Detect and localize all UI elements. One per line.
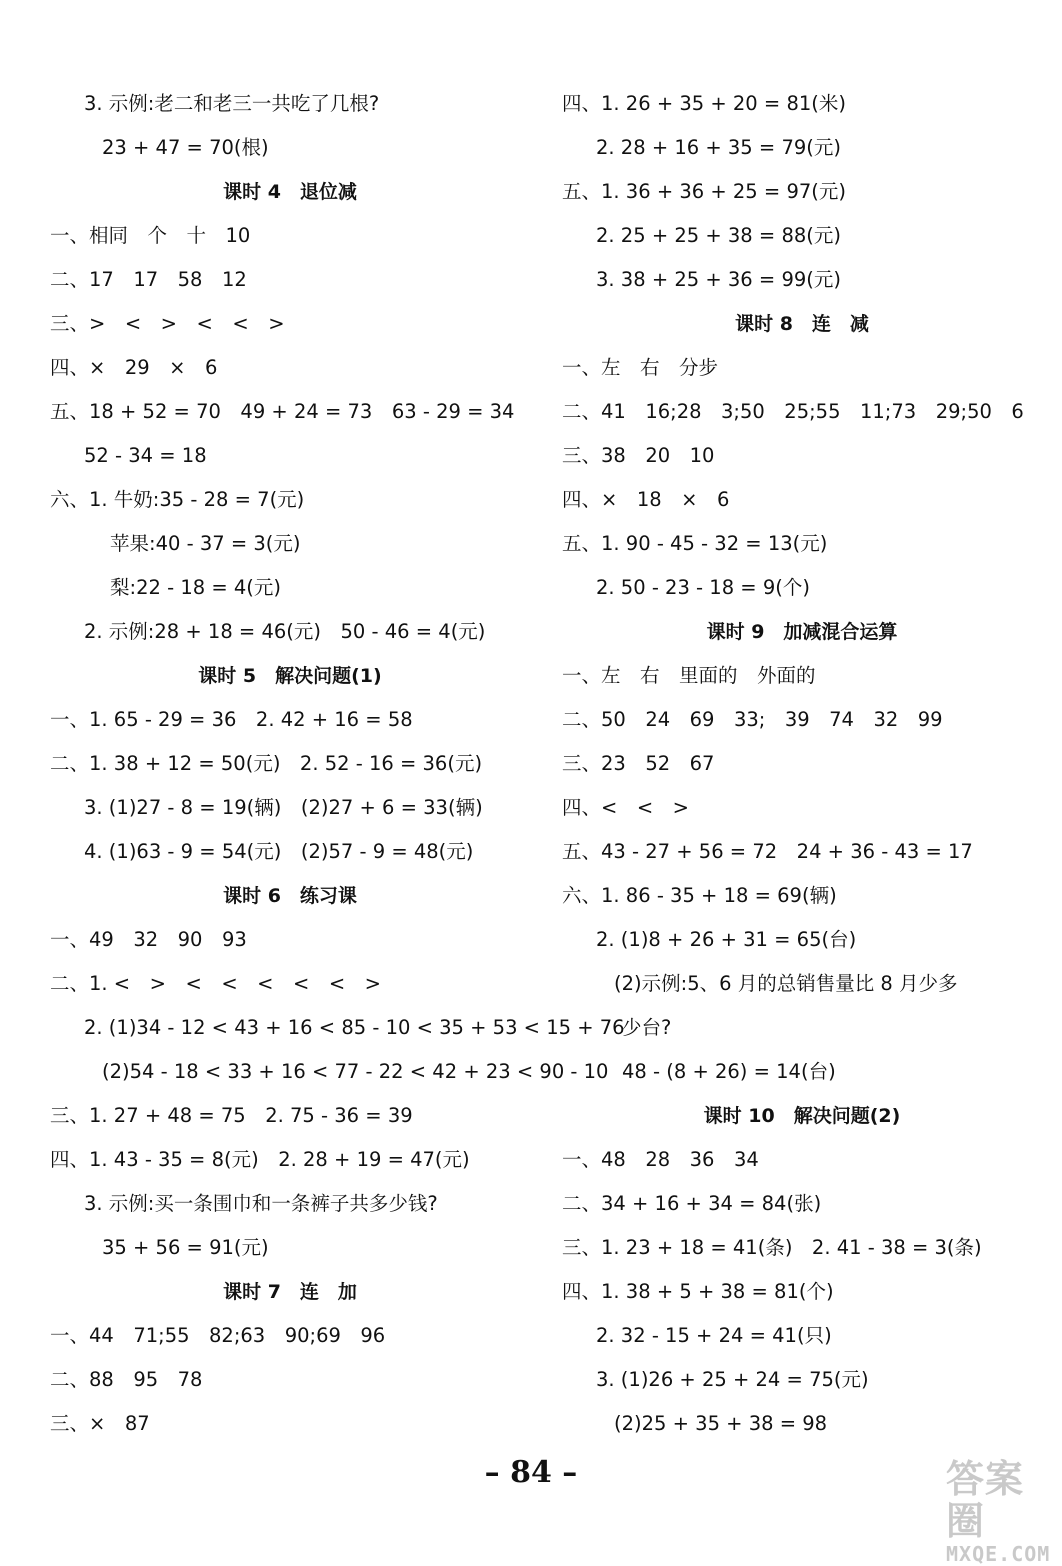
answer-line: 五、1. 36 + 36 + 25 = 97(元) [562, 180, 846, 203]
watermark-title: 答案圈 [946, 1457, 1025, 1543]
answer-line: 五、18 + 52 = 70 49 + 24 = 73 63 - 29 = 34 [50, 400, 515, 423]
answer-line: (2)54 - 18 < 33 + 16 < 77 - 22 < 42 + 23 < 90 - 10 [102, 1060, 609, 1083]
answer-line: 少台? [622, 1016, 672, 1039]
answer-line: 一、左 右 里面的 外面的 [562, 664, 816, 687]
answer-line: 48 - (8 + 26) = 14(台) [622, 1060, 836, 1083]
answer-line: 4. (1)63 - 9 = 54(元) (2)57 - 9 = 48(元) [84, 840, 474, 863]
lesson-heading: 课时 10 解决问题(2) [703, 1105, 901, 1127]
answer-line: 二、88 95 78 [50, 1368, 203, 1391]
answer-line: 一、44 71;55 82;63 90;69 96 [50, 1324, 386, 1347]
answer-line: 四、< < > [562, 796, 690, 819]
answer-line: 四、1. 38 + 5 + 38 = 81(个) [562, 1280, 834, 1303]
answer-line: (2)25 + 35 + 38 = 98 [614, 1412, 828, 1435]
answer-line: 梨:22 - 18 = 4(元) [110, 576, 281, 599]
answer-line: 五、1. 90 - 45 - 32 = 13(元) [562, 532, 828, 555]
answer-line: 六、1. 86 - 35 + 18 = 69(辆) [562, 884, 837, 907]
answer-line: (2)示例:5、6 月的总销售量比 8 月少多 [614, 972, 958, 995]
lesson-heading: 课时 9 加减混合运算 [706, 621, 898, 643]
answer-line: 三、38 20 10 [562, 444, 715, 467]
answer-line: 六、1. 牛奶:35 - 28 = 7(元) [50, 488, 305, 511]
answer-line: 三、> < > < < > [50, 312, 285, 335]
answer-line: 二、17 17 58 12 [50, 268, 247, 291]
watermark-url: MXQE.COM [946, 1542, 1051, 1566]
lesson-heading: 课时 5 解决问题(1) [198, 665, 382, 687]
answer-line: 一、1. 65 - 29 = 36 2. 42 + 16 = 58 [50, 708, 413, 731]
lesson-heading: 课时 7 连 加 [223, 1281, 357, 1303]
answer-line: 3. 38 + 25 + 36 = 99(元) [596, 268, 841, 291]
answer-line: 四、1. 43 - 35 = 8(元) 2. 28 + 19 = 47(元) [50, 1148, 470, 1171]
answer-line: 一、48 28 36 34 [562, 1148, 759, 1171]
answer-line: 三、23 52 67 [562, 752, 715, 775]
answer-line: 三、1. 27 + 48 = 75 2. 75 - 36 = 39 [50, 1104, 413, 1127]
answer-line: 二、1. < > < < < < < > [50, 972, 382, 995]
answer-line: 2. 32 - 15 + 24 = 41(只) [596, 1324, 832, 1347]
answer-line: 二、41 16;28 3;50 25;55 11;73 29;50 6 [562, 400, 1024, 423]
answer-line: 23 + 47 = 70(根) [102, 136, 269, 159]
answer-line: 三、1. 23 + 18 = 41(条) 2. 41 - 38 = 3(条) [562, 1236, 982, 1259]
answer-line: 2. (1)34 - 12 < 43 + 16 < 85 - 10 < 35 + 53 < 15 + 76 [84, 1016, 625, 1039]
answer-line: 一、49 32 90 93 [50, 928, 247, 951]
answer-line: 四、× 18 × 6 [562, 488, 730, 511]
answer-line: 一、相同 个 十 10 [50, 224, 251, 247]
answer-line: 苹果:40 - 37 = 3(元) [110, 532, 301, 555]
answer-line: 三、× 87 [50, 1412, 150, 1435]
lesson-heading: 课时 6 练习课 [223, 885, 357, 907]
lesson-heading: 课时 4 退位减 [223, 181, 357, 203]
answer-line: 二、1. 38 + 12 = 50(元) 2. 52 - 16 = 36(元) [50, 752, 483, 775]
answer-line: 2. 25 + 25 + 38 = 88(元) [596, 224, 841, 247]
page-number: – 84 – [484, 1455, 578, 1490]
answer-line: 四、1. 26 + 35 + 20 = 81(米) [562, 92, 846, 115]
answer-line: 四、× 29 × 6 [50, 356, 218, 379]
answer-line: 3. 示例:老二和老三一共吃了几根? [84, 92, 380, 115]
answer-line: 二、50 24 69 33; 39 74 32 99 [562, 708, 943, 731]
left-column [50, 82, 625, 1446]
answer-line: 2. 示例:28 + 18 = 46(元) 50 - 46 = 4(元) [84, 620, 486, 643]
answer-line: 3. 示例:买一条围巾和一条裤子共多少钱? [84, 1192, 438, 1215]
answer-line: 一、左 右 分步 [562, 356, 719, 379]
answer-line: 52 - 34 = 18 [84, 444, 207, 467]
answer-line: 2. 28 + 16 + 35 = 79(元) [596, 136, 841, 159]
answer-line: 2. 50 - 23 - 18 = 9(个) [596, 576, 810, 599]
answer-line: 五、43 - 27 + 56 = 72 24 + 36 - 43 = 17 [562, 840, 973, 863]
answer-line: 35 + 56 = 91(元) [102, 1236, 269, 1259]
right-column [562, 82, 1042, 1446]
lesson-heading: 课时 8 连 减 [735, 313, 869, 335]
answer-line: 3. (1)26 + 25 + 24 = 75(元) [596, 1368, 869, 1391]
watermark-logo [946, 1457, 1058, 1566]
answer-line: 3. (1)27 - 8 = 19(辆) (2)27 + 6 = 33(辆) [84, 796, 483, 819]
answer-line: 2. (1)8 + 26 + 31 = 65(台) [596, 928, 857, 951]
answer-line: 二、34 + 16 + 34 = 84(张) [562, 1192, 822, 1215]
